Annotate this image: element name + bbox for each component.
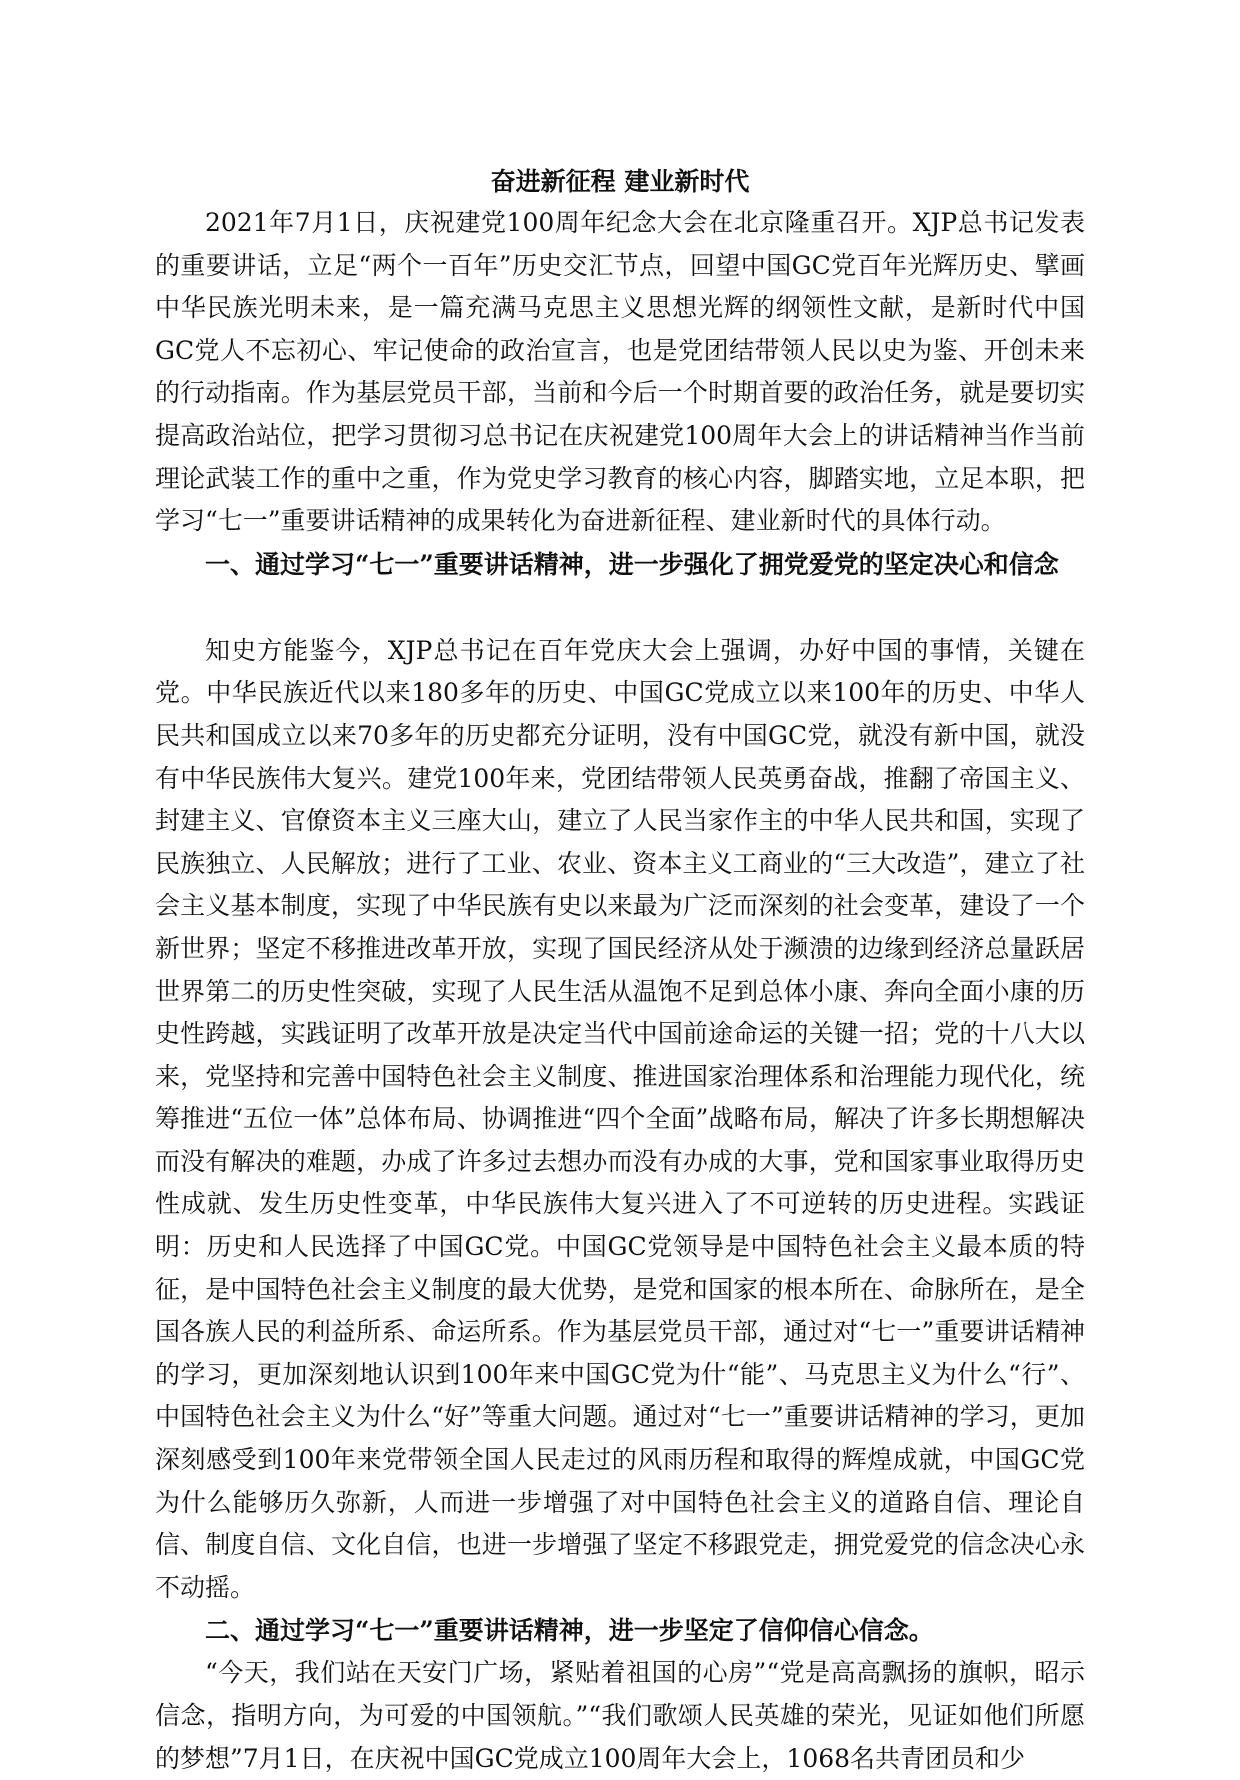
document-body [155,162,1085,1780]
section-2-paragraph: “今天，我们站在天安门广场，紧贴着祖国的心房”“党是高高飘扬的旗帜，昭示信念，指明方向，为可爱的中国领航。”“我们歌颂人民英雄的荣光，见证如他们所愿的梦想”7月1日，在庆祝中国GC党成立100周年大会上，1068名共青团员和少 [155,1658,1085,1773]
section-1-paragraph: 知史方能鉴今，XJP总书记在百年党庆大会上强调，办好中国的事情，关键在党。中华民族近代以来180多年的历史、中国GC党成立以来100年的历史、中华人民共和国成立以来70多年的历史都充分证明，没有中国GC党，就没有新中国，就没有中华民族伟大复兴。建党100年来，党团结带领人民英勇奋战，推翻了帝国主义、封建主义、官僚资本主义三座大山，建立了人民当家作主的中华人民共和国，实现了民族独立、人民解放；进行了工业、农业、资本主义工商业的“三大改造”，建立了社会主义基本制度，实现了中华民族有史以来最为广泛而深刻的社会变革，建设了一个新世界；坚定不移推进改革开放，实现了国民经济从处于濒溃的边缘到经济总量跃居世界第二的历史性突破，实现了人民生活从温饱不足到总体小康、奔向全面小康的历史性跨越，实践证明了改革开放是决定当代中国前途命运的关键一招；党的十八大以来，党坚持和完善中国特色社会主义制度、推进国家治理体系和治理能力现代化，统筹推进“五位一体”总体布局、协调推进“四个全面”战略布局，解决了许多长期想解决而没有解决的难题，办成了许多过去想办而没有办成的大事，党和国家事业取得历史性成就、发生历史性变革，中华民族伟大复兴进入了不可逆转的历史进程。实践证明：历史和人民选择了中国GC党。中国GC党领导是中国特色社会主义最本质的特征，是中国特色社会主义制度的最大优势，是党和国家的根本所在、命脉所在，是全国各族人民的利益所系、命运所系。作为基层党员干部，通过对“七一”重要讲话精神的学习，更加深刻地认识到100年来中国GC党为什“能”、马克思主义为什么“行”、中国特色社会主义为什么“好”等重大问题。通过对“七一”重要讲话精神的学习，更加深刻感受到100年来党带领全国人民走过的风雨历程和取得的辉煌成就，中国GC党为什么能够历久弥新，人而进一步增强了对中国特色社会主义的道路自信、理论自信、制度自信、文化自信，也进一步增强了坚定不移跟党走，拥党爱党的信念决心永不动摇。 [155,635,1085,1602]
document-title: 奋进新征程 建业新时代 [490,167,750,196]
intro-paragraph: 2021年7月1日，庆祝建党100周年纪念大会在北京隆重召开。XJP总书记发表的重要讲话，立足“两个一百年”历史交汇节点，回望中国GC党百年光辉历史、擘画中华民族光明未来，是一篇充满马克思主义思想光辉的纲领性文献，是新时代中国GC党人不忘初心、牢记使命的政治宣言，也是党团结带领人民以史为鉴、开创未来的行动指南。作为基层党员干部，当前和今后一个时期首要的政治任务，就是要切实提高政治站位，把学习贯彻习总书记在庆祝建党100周年大会上的讲话精神当作当前理论武装工作的重中之重，作为党史学习教育的核心内容，脚踏实地，立足本职，把学习“七一”重要讲话精神的成果转化为奋进新征程、建业新时代的具体行动。 [155,208,1085,536]
section-2-heading: 二、通过学习“七一”重要讲话精神，进一步坚定了信仰信心信念。 [205,1616,934,1646]
section-1-heading: 一、通过学习“七一”重要讲话精神，进一步强化了拥党爱党的坚定决心和信念 [205,549,1059,579]
blank-line [155,586,1085,630]
